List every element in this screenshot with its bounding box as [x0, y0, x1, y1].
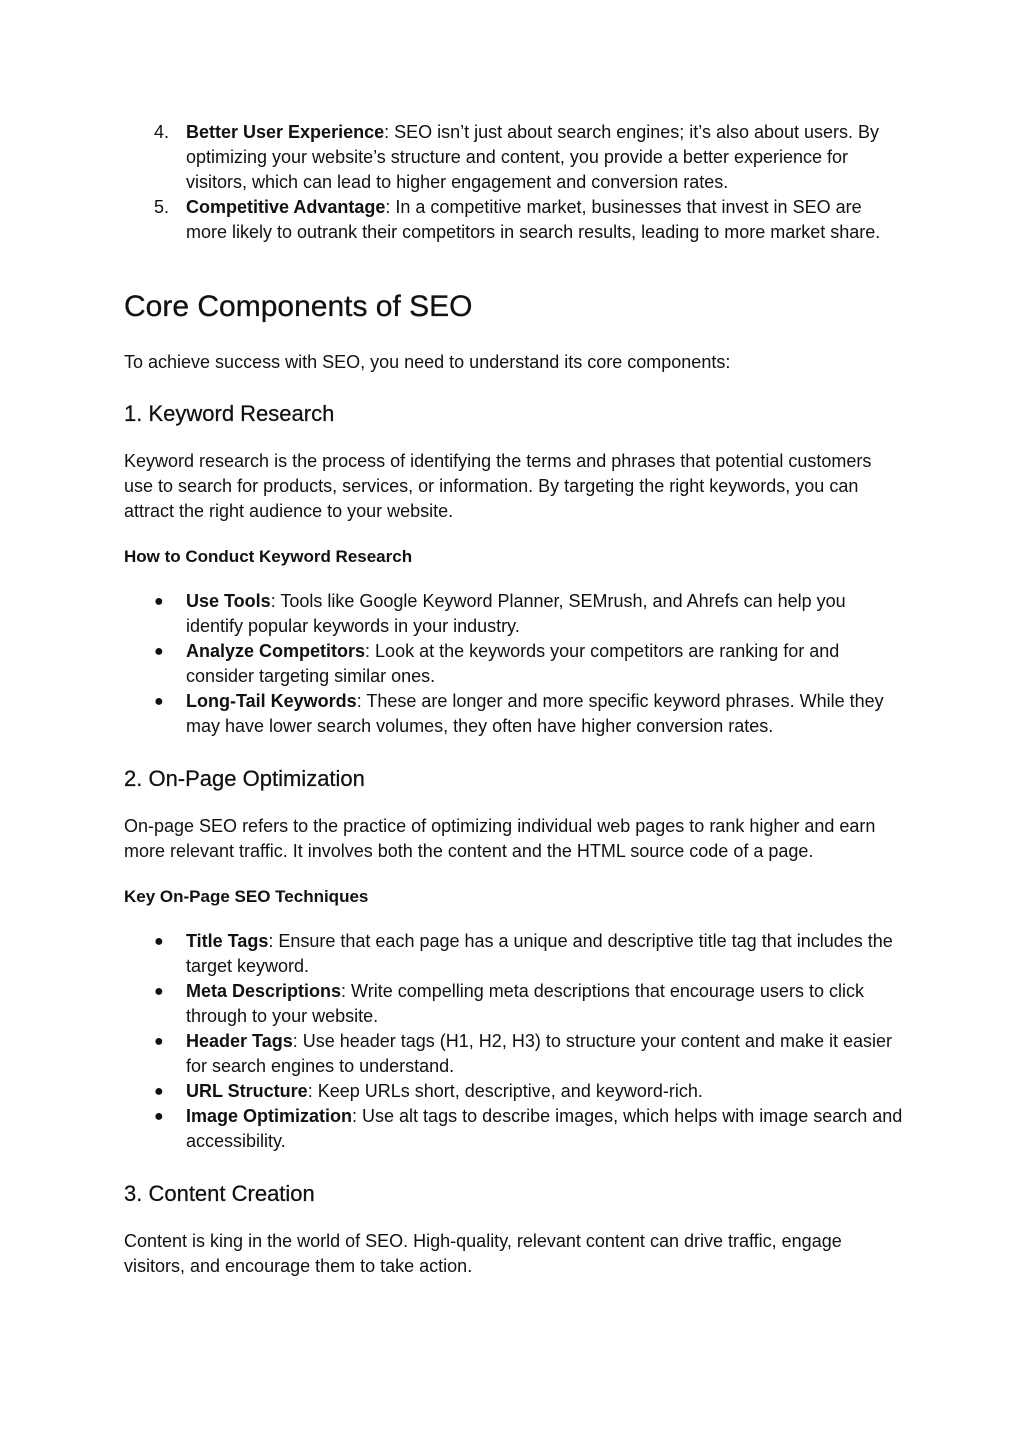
- list-number: 4.: [154, 122, 170, 142]
- list-item: [124, 979, 904, 1029]
- list-item-term: Title Tags: [186, 931, 269, 951]
- keyword-research-subheading: How to Conduct Keyword Research: [124, 547, 413, 566]
- keyword-research-paragraph: Keyword research is the process of identifying the terms and phrases that potential customers use to search for products, services, or information. By targeting the right keywords, you can attract the right audience to your website.: [124, 451, 872, 521]
- bullet-icon: ●: [154, 693, 164, 710]
- subsection-title-keyword-research: 1. Keyword Research: [124, 401, 335, 426]
- on-page-paragraph: On-page SEO refers to the practice of optimizing individual web pages to rank higher and earn more relevant traffic. It involves both the content and the HTML source code of a page.: [124, 816, 876, 861]
- list-item-text: : These are longer and more specific keyword phrases. While they may have lower search volumes, they often have higher conversion rates.: [186, 691, 884, 736]
- list-item: [124, 929, 904, 979]
- subsection-title-on-page: 2. On-Page Optimization: [124, 766, 365, 791]
- list-item-term: Long-Tail Keywords: [186, 691, 357, 711]
- keyword-research-list: [124, 589, 904, 739]
- bullet-icon: ●: [154, 983, 164, 1000]
- bullet-icon: ●: [154, 1033, 164, 1050]
- list-item-text: : In a competitive market, businesses that invest in SEO are more likely to outrank their competitors in search results, leading to more market share.: [186, 197, 881, 242]
- list-item: [124, 1104, 904, 1154]
- on-page-list: [124, 929, 904, 1154]
- bullet-icon: ●: [154, 593, 164, 610]
- list-item-term: Image Optimization: [186, 1106, 353, 1126]
- list-item-term: Competitive Advantage: [186, 197, 386, 217]
- list-item-term: Use Tools: [186, 591, 271, 611]
- list-item: [124, 589, 904, 639]
- list-item: [124, 1079, 904, 1104]
- on-page-subheading: Key On-Page SEO Techniques: [124, 887, 369, 906]
- list-item-term: URL Structure: [186, 1081, 308, 1101]
- bullet-icon: ●: [154, 1083, 164, 1100]
- list-number: 5.: [154, 197, 170, 217]
- bullet-icon: ●: [154, 643, 164, 660]
- section-title: Core Components of SEO: [124, 290, 473, 323]
- list-item-text: : Ensure that each page has a unique and descriptive title tag that includes the target keyword.: [186, 931, 893, 976]
- list-item: [124, 689, 904, 739]
- content-creation-paragraph: Content is king in the world of SEO. High-quality, relevant content can drive traffic, engage visitors, and encourage them to take action.: [124, 1231, 842, 1276]
- list-item-text: : Use header tags (H1, H2, H3) to structure your content and make it easier for search engines to understand.: [186, 1031, 893, 1076]
- list-item-term: Header Tags: [186, 1031, 293, 1051]
- list-item-text: : SEO isn’t just about search engines; it’s also about users. By optimizing your website’s structure and content, you provide a better experience for visitors, which can lead to higher engagement and conversion rates.: [186, 122, 880, 192]
- list-item-text: : Keep URLs short, descriptive, and keyword-rich.: [307, 1081, 703, 1101]
- list-item-term: Meta Descriptions: [186, 981, 342, 1001]
- list-item-term: Better User Experience: [186, 122, 385, 142]
- list-item: [124, 639, 904, 689]
- bullet-icon: ●: [154, 933, 164, 950]
- bullet-icon: ●: [154, 1108, 164, 1125]
- list-item-term: Analyze Competitors: [186, 641, 366, 661]
- subsection-title-content-creation: 3. Content Creation: [124, 1181, 315, 1206]
- list-item: [124, 1029, 904, 1079]
- document-page: [124, 120, 904, 1279]
- list-item: [124, 195, 904, 245]
- list-item-text: : Write compelling meta descriptions that encourage users to click through to your website.: [186, 981, 864, 1026]
- list-item-text: : Use alt tags to describe images, which helps with image search and accessibility.: [186, 1106, 903, 1151]
- list-item-text: : Tools like Google Keyword Planner, SEMrush, and Ahrefs can help you identify popular keywords in your industry.: [186, 591, 846, 636]
- list-item: [124, 120, 904, 195]
- section-intro: To achieve success with SEO, you need to understand its core components:: [124, 352, 731, 372]
- list-item-text: : Look at the keywords your competitors are ranking for and consider targeting similar ones.: [186, 641, 840, 686]
- benefits-list: [124, 120, 904, 245]
